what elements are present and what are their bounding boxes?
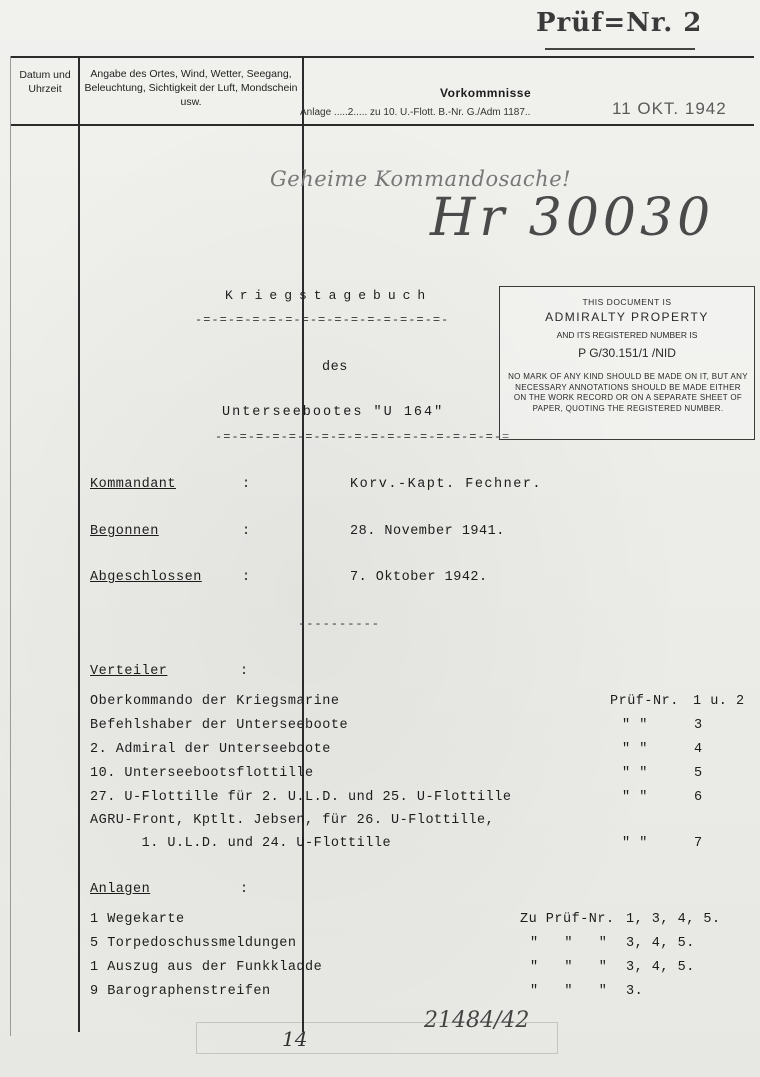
title-unterseeboot: Unterseebootes "U 164" xyxy=(222,405,445,420)
admiralty-line-1: THIS DOCUMENT IS xyxy=(582,297,672,307)
geheime-kommandosache-stamp: Geheime Kommandosache! xyxy=(270,167,572,191)
admiralty-line-2: ADMIRALTY PROPERTY xyxy=(545,310,709,324)
column-divider-left xyxy=(78,56,80,1032)
field-label-begonnen: Begonnen xyxy=(90,524,159,539)
anlagen-row: 1 Wegekarte xyxy=(90,912,185,927)
verteiler-pruef: " " xyxy=(622,766,648,781)
handwritten-number: Hr 30030 xyxy=(430,188,715,248)
verteiler-row: Befehlshaber der Unterseeboote xyxy=(90,718,349,733)
header-bottom-rule xyxy=(10,124,754,126)
admiralty-property-stamp xyxy=(499,286,755,440)
pruef-nr-stamp: Prüf=Nr. 2 xyxy=(536,8,703,38)
column-divider-middle xyxy=(302,56,304,1032)
anlagen-pruef: " " " xyxy=(530,984,608,999)
header-angabe: Angabe des Ortes, Wind, Wetter, Seegang, Beleuchtung, Sichtigkeit der Luft, Mondschein usw. xyxy=(84,68,298,108)
verteiler-pruef: " " xyxy=(622,742,648,757)
anlagen-row: 9 Barographenstreifen xyxy=(90,984,271,999)
header-vorkommnisse: Vorkommnisse xyxy=(440,86,532,100)
anlagen-nrs: 3. xyxy=(626,984,644,999)
field-colon: : xyxy=(242,570,251,585)
page-left-edge xyxy=(10,56,11,1036)
anlagen-heading: Anlagen xyxy=(90,882,151,897)
anlagen-row: 1 Auszug aus der Funkkladde xyxy=(90,960,323,975)
stamp-underline xyxy=(545,48,695,50)
verteiler-nr: 4 xyxy=(694,742,703,757)
title-dash-rule-2: -=-=-=-=-=-=-=-=-=-=-=-=-=-=-=-=-=-= xyxy=(215,430,511,444)
verteiler-row: 27. U-Flottille für 2. U.L.D. und 25. U-Flottille xyxy=(90,790,512,805)
header-datum: Datum und Uhrzeit xyxy=(19,69,71,95)
verteiler-nr: 3 xyxy=(694,718,703,733)
anlagen-nrs: 3, 4, 5. xyxy=(626,960,695,975)
admiralty-note: NO MARK OF ANY KIND SHOULD BE MADE ON IT, BUT ANY NECESSARY ANNOTATIONS SHOULD BE MADE EITHER ON THE WORK RECORD OR ON A SEPARATE SHEET OF PAPER, QUOTING THE REGISTERED NUMBER. xyxy=(508,372,748,413)
title-des: des xyxy=(322,360,348,375)
anlagen-nrs: 3, 4, 5. xyxy=(626,936,695,951)
verteiler-nr: 7 xyxy=(694,836,703,851)
field-label-abgeschlossen: Abgeschlossen xyxy=(90,570,202,585)
title-dash-rule: -=-=-=-=-=-=-=-=-=-=-=-=-=-=-=- xyxy=(195,313,450,327)
verteiler-nr: 1 u. 2 xyxy=(693,694,745,709)
verteiler-pruef: " " xyxy=(622,836,648,851)
admiralty-line-3: AND ITS REGISTERED NUMBER IS xyxy=(556,330,698,340)
field-label-kommandant: Kommandant xyxy=(90,477,177,492)
footer-page-number: 14 xyxy=(282,1027,308,1051)
anlagen-pruef: " " " xyxy=(530,936,608,951)
header-anlage-line: Anlage .....2..... zu 10. U.-Flott. B.-Nr. G./Adm 1187.. xyxy=(300,107,531,118)
field-value-begonnen: 28. November 1941. xyxy=(350,524,505,539)
verteiler-pruef: " " xyxy=(622,718,648,733)
verteiler-row: 10. Unterseebootsflottille xyxy=(90,766,314,781)
short-dash-rule: ---------- xyxy=(298,617,381,631)
verteiler-pruef: Prüf-Nr. xyxy=(610,694,679,709)
anlagen-row: 5 Torpedoschussmeldungen xyxy=(90,936,297,951)
admiralty-registered-number: P G/30.151/1 /NID xyxy=(578,346,676,360)
verteiler-nr: 6 xyxy=(694,790,703,805)
date-stamp: 11 OKT. 1942 xyxy=(612,99,727,118)
verteiler-heading: Verteiler xyxy=(90,664,168,679)
field-value-abgeschlossen: 7. Oktober 1942. xyxy=(350,570,488,585)
field-colon: : xyxy=(242,524,251,539)
verteiler-row: Oberkommando der Kriegsmarine xyxy=(90,694,340,709)
title-kriegstagebuch: Kriegstagebuch xyxy=(225,288,433,303)
verteiler-row: AGRU-Front, Kptlt. Jebsen, für 26. U-Flottille, xyxy=(90,813,495,828)
verteiler-row: 1. U.L.D. und 24. U-Flottille xyxy=(90,836,392,851)
verteiler-row: 2. Admiral der Unterseeboote xyxy=(90,742,331,757)
anlagen-pruef: " " " xyxy=(530,960,608,975)
field-colon: : xyxy=(242,477,251,492)
verteiler-nr: 5 xyxy=(694,766,703,781)
footer-handwritten-number: 21484/42 xyxy=(424,1008,530,1033)
anlagen-nrs: 1, 3, 4, 5. xyxy=(626,912,721,927)
verteiler-colon: : xyxy=(240,664,249,679)
field-value-kommandant: Korv.-Kapt. Fechner. xyxy=(350,477,543,492)
verteiler-pruef: " " xyxy=(622,790,648,805)
anlagen-colon: : xyxy=(240,882,249,897)
anlagen-pruef: Zu Prüf-Nr. xyxy=(520,912,615,927)
header-top-rule xyxy=(10,56,754,58)
